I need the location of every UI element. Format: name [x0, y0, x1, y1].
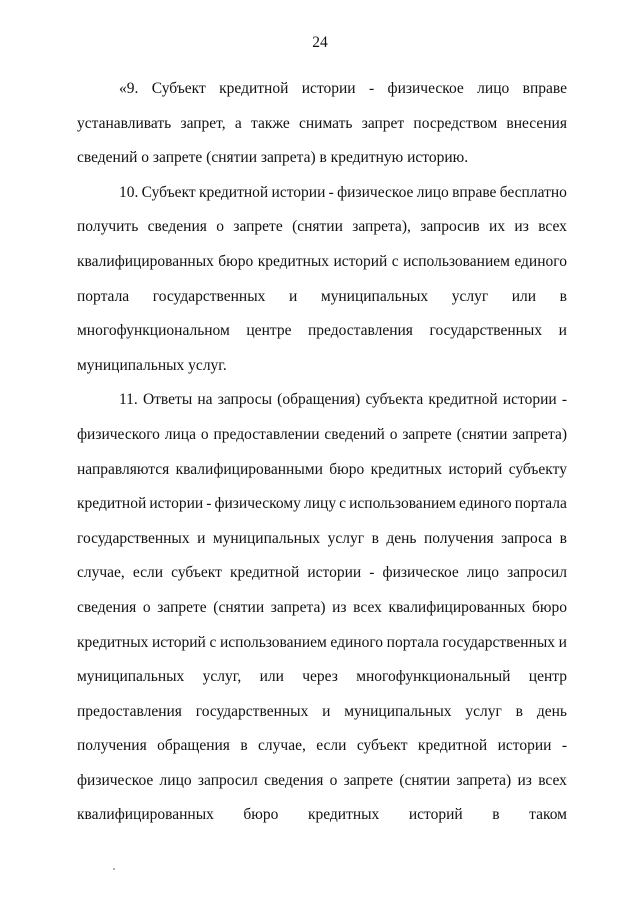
- word: получить: [77, 218, 139, 236]
- word: лица: [164, 425, 196, 443]
- word: истории: [149, 495, 204, 513]
- word: использованием: [403, 252, 510, 270]
- word: государственных: [429, 322, 543, 340]
- word: запрета),: [352, 218, 411, 236]
- text-line: [77, 107, 567, 142]
- word: из: [332, 598, 347, 616]
- word: бюро: [532, 598, 567, 616]
- word: также: [251, 114, 290, 132]
- word: использованием: [219, 633, 327, 651]
- word: (снятии: [456, 425, 508, 443]
- word: сведения: [264, 771, 324, 789]
- word: запрета): [270, 598, 326, 616]
- word: муниципальных: [77, 668, 185, 686]
- word: лицу: [304, 495, 337, 513]
- page-number: 24: [312, 34, 328, 51]
- text-line: [77, 453, 567, 488]
- word: о: [200, 425, 209, 443]
- word: предоставлении: [213, 425, 320, 443]
- word: государственных: [195, 702, 309, 720]
- word: государственных: [152, 287, 266, 305]
- word: кредитной: [417, 737, 488, 755]
- word: Субъект: [141, 183, 196, 201]
- word: единого: [514, 252, 567, 270]
- word: из: [517, 771, 532, 789]
- word: лицо: [416, 183, 449, 201]
- word: историй: [333, 252, 388, 270]
- word: кредитных: [257, 252, 330, 270]
- word: и: [322, 702, 331, 720]
- word: с: [391, 252, 399, 270]
- word: и: [197, 529, 206, 547]
- text-line: [77, 176, 567, 211]
- text-line: [77, 383, 567, 418]
- word: о: [389, 425, 398, 443]
- word: запрет,: [180, 114, 226, 132]
- word: единого: [459, 495, 512, 513]
- word: муниципальных: [344, 702, 452, 720]
- text-line: [77, 591, 567, 626]
- word: физическое: [382, 564, 459, 582]
- word: вправе: [522, 80, 567, 97]
- word: или: [511, 287, 537, 305]
- word: «9.: [119, 80, 139, 97]
- text-line: [77, 798, 567, 833]
- word: субъект: [171, 564, 222, 582]
- word: запрете: [402, 425, 452, 443]
- word: направляются: [77, 460, 170, 478]
- word: (снятии: [213, 598, 265, 616]
- word: (снятии: [292, 218, 343, 236]
- scan-speck: [113, 868, 115, 870]
- word: историй: [448, 460, 503, 478]
- text-line: [77, 245, 567, 280]
- word: государственных: [77, 529, 190, 547]
- word: муниципальных: [212, 529, 321, 547]
- word: истории: [301, 80, 356, 97]
- word: портала: [77, 287, 130, 305]
- word: запроса: [501, 529, 553, 547]
- word: услуг: [451, 287, 489, 305]
- word: о: [216, 218, 224, 236]
- word: бюро: [329, 460, 365, 478]
- word: квалифицированных: [77, 252, 214, 270]
- word: запрет: [361, 114, 405, 132]
- word: в: [559, 287, 567, 305]
- text-line: [77, 72, 567, 107]
- word: запросы: [217, 391, 273, 409]
- word: центре: [246, 322, 292, 340]
- word: кредитных: [370, 460, 443, 478]
- word: кредитной: [428, 391, 498, 409]
- word: кредитных: [307, 806, 380, 824]
- word: услуг: [327, 529, 365, 547]
- word: использованием: [349, 495, 456, 513]
- word: услуг,: [202, 668, 242, 686]
- word: запросил: [507, 564, 567, 582]
- word: -: [206, 495, 212, 513]
- word: если: [316, 737, 347, 755]
- word: запросив: [420, 218, 480, 236]
- word: день: [536, 702, 567, 720]
- word: Субъект: [151, 80, 206, 97]
- word: 10.: [119, 183, 139, 201]
- word: таком: [529, 806, 567, 824]
- text-line: [77, 626, 567, 661]
- text-line: [77, 556, 567, 591]
- word: в: [515, 702, 523, 720]
- text-line: муниципальных услуг.: [77, 356, 227, 374]
- word: обращения: [157, 737, 230, 755]
- word: квалифицированных: [388, 598, 526, 616]
- word: в: [559, 529, 567, 547]
- word: -: [561, 391, 567, 409]
- word: запрета): [456, 771, 512, 789]
- word: запрете: [343, 771, 394, 789]
- word: всех: [353, 598, 382, 616]
- text-line: [77, 522, 567, 557]
- word: кредитных: [77, 633, 149, 651]
- word: муниципальных: [320, 287, 429, 305]
- text-line: [77, 695, 567, 730]
- word: сведения: [77, 598, 137, 616]
- word: из: [514, 218, 529, 236]
- word: через: [302, 668, 338, 686]
- text-line: [77, 487, 567, 522]
- word: услуг: [465, 702, 502, 720]
- word: -: [369, 564, 375, 582]
- word: многофункциональном: [77, 322, 230, 340]
- word: внесения: [506, 114, 567, 132]
- document-body: [77, 72, 567, 833]
- word: портала: [514, 495, 567, 513]
- word: бюро: [243, 806, 279, 824]
- word: запрете: [233, 218, 283, 236]
- word: и: [288, 287, 298, 305]
- word: физического: [77, 425, 160, 443]
- word: лицо: [477, 80, 510, 97]
- word: сведения: [147, 218, 207, 236]
- word: запрете: [157, 598, 207, 616]
- word: бесплатно: [499, 183, 567, 201]
- word: кредитной: [229, 564, 300, 582]
- word: Ответы: [142, 391, 193, 409]
- word: 11.: [119, 391, 138, 409]
- word: устанавливать: [77, 114, 172, 132]
- word: историй: [408, 806, 463, 824]
- text-line: [77, 314, 567, 349]
- text-line: сведений о запрете (снятии запрета) в кредитную историю.: [77, 149, 469, 167]
- word: квалифицированных: [77, 806, 214, 824]
- word: физическое: [337, 183, 414, 201]
- word: физическому: [214, 495, 301, 513]
- word: кредитной: [77, 495, 147, 513]
- word: посредством: [413, 114, 498, 132]
- word: квалифицированными: [175, 460, 323, 478]
- word: и: [558, 322, 567, 340]
- word: физическое: [387, 80, 464, 97]
- word: -: [561, 737, 567, 755]
- word: истории: [502, 391, 557, 409]
- word: с: [209, 633, 217, 651]
- word: а: [234, 114, 242, 132]
- word: многофункциональный: [356, 668, 511, 686]
- word: получения: [77, 737, 147, 755]
- word: их: [489, 218, 506, 236]
- word: единого: [330, 633, 384, 651]
- word: запросил: [197, 771, 258, 789]
- word: получения: [423, 529, 494, 547]
- word: или: [259, 668, 284, 686]
- text-line: [77, 764, 567, 799]
- word: центр: [528, 668, 567, 686]
- word: и: [558, 633, 567, 651]
- word: запрета): [512, 425, 567, 443]
- word: в: [492, 806, 500, 824]
- word: субъекта: [365, 391, 424, 409]
- word: портала: [386, 633, 439, 651]
- word: историй: [151, 633, 206, 651]
- word: случае,: [258, 737, 306, 755]
- word: с: [339, 495, 347, 513]
- word: бюро: [218, 252, 254, 270]
- text-line: [77, 729, 567, 764]
- word: предоставления: [77, 702, 182, 720]
- word: кредитной: [219, 80, 289, 97]
- word: случае,: [77, 564, 125, 582]
- word: предоставления: [308, 322, 413, 340]
- text-line: [77, 280, 567, 315]
- word: сведений: [324, 425, 385, 443]
- word: на: [197, 391, 213, 409]
- text-line: [77, 418, 567, 453]
- word: если: [132, 564, 164, 582]
- word: истории: [497, 737, 552, 755]
- word: истории: [307, 564, 362, 582]
- word: -: [328, 183, 334, 201]
- word: о: [142, 598, 151, 616]
- word: всех: [538, 218, 567, 236]
- word: день: [386, 529, 417, 547]
- text-line: [77, 660, 567, 695]
- word: государственных: [442, 633, 556, 651]
- word: кредитной: [198, 183, 269, 201]
- word: субъект: [356, 737, 408, 755]
- word: -: [368, 80, 375, 97]
- word: снимать: [298, 114, 353, 132]
- word: в: [371, 529, 379, 547]
- word: всех: [538, 771, 567, 789]
- word: лицо: [159, 771, 192, 789]
- word: в: [240, 737, 248, 755]
- word: (снятии: [399, 771, 451, 789]
- word: истории: [271, 183, 326, 201]
- text-line: [77, 210, 567, 245]
- word: лицо: [466, 564, 499, 582]
- word: физическое: [77, 771, 154, 789]
- word: о: [329, 771, 338, 789]
- word: вправе: [452, 183, 497, 201]
- word: субъекту: [508, 460, 567, 478]
- word: (обращения): [277, 391, 361, 409]
